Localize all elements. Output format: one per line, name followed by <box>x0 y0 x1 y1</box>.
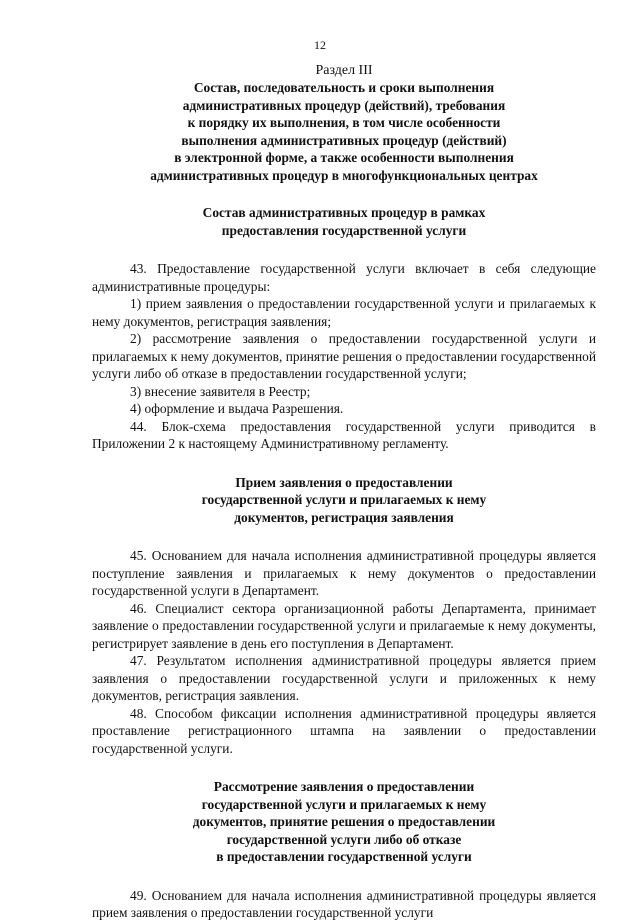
section-title <box>92 79 596 184</box>
subsection-heading-line: Состав административных процедур в рамках <box>202 205 486 220</box>
section-title-line: в электронной форме, а также особенности выполнения <box>174 150 514 165</box>
section-title-line: к порядку их выполнения, в том числе особенности <box>187 115 501 130</box>
section-title-line: выполнения административных процедур (действий) <box>181 132 507 148</box>
paragraph: 45. Основанием для начала исполнения административной процедуры является поступление заявления и прилагаемых к нему документов о предоставлении государственной услуги в Департамент. <box>92 548 596 598</box>
paragraph: 3) внесение заявителя в Реестр; <box>130 383 311 399</box>
paragraph: 46. Специалист сектора организационной работы Департамента, принимает заявление о предоставлении государственной услуги и прилагаемые к нему документы, регистрирует заявление в день его поступления в Департамент. <box>92 600 596 651</box>
subsection-heading-line: государственной услуги либо об отказе <box>226 831 462 847</box>
paragraph: 43. Предоставление государственной услуги включает в себя следующие административные процедуры: <box>92 261 596 294</box>
page-content <box>92 62 596 922</box>
subsection-heading-line: предоставления государственной услуги <box>221 222 467 238</box>
section-title-line: административных процедур в многофункциональных центрах <box>150 167 538 183</box>
page-number: 12 <box>314 38 326 52</box>
paragraph: 44. Блок-схема предоставления государственной услуги приводится в Приложении 2 к настоящему Административному регламенту. <box>92 418 596 451</box>
section-title-line: административных процедур (действий), требования <box>182 97 506 113</box>
paragraph: 2) рассмотрение заявления о предоставлении государственной услуги и прилагаемых к нему документов, принятие решения о предоставлении государственной услуги либо об отказе в предоставлении государственной услуги; <box>92 331 596 381</box>
subsection-heading <box>92 474 596 527</box>
subsection-heading-line: Прием заявления о предоставлении <box>235 474 453 490</box>
paragraph: 47. Результатом исполнения административной процедуры является прием заявления о предоставлении государственной услуги и приложенных к нему документов, регистрация заявления. <box>92 653 596 703</box>
section-title-line: Состав, последовательность и сроки выполнения <box>193 80 495 95</box>
paragraph: 48. Способом фиксации исполнения административной процедуры является проставление регистрационного штампа на заявлении о предоставлении государственной услуги. <box>92 705 596 756</box>
subsection-heading-line: государственной услуги и прилагаемых к нему <box>201 796 487 812</box>
subsection-heading <box>92 204 596 239</box>
subsection-heading-line: государственной услуги и прилагаемых к нему <box>201 492 487 507</box>
subsection-heading-line: Рассмотрение заявления о предоставлении <box>213 779 475 794</box>
subsection-heading-line: в предоставлении государственной услуги <box>216 849 472 864</box>
paragraph: 1) прием заявления о предоставлении государственной услуги и прилагаемых к нему документов, регистрация заявления; <box>92 296 596 329</box>
section-label: Раздел III <box>315 63 373 78</box>
paragraph: 49. Основанием для начала исполнения административной процедуры является прием заявления о предоставлении государственной услуги <box>92 887 596 920</box>
subsection-heading <box>92 778 596 866</box>
subsection-heading-line: документов, регистрация заявления <box>234 509 454 525</box>
subsection-heading-line: документов, принятие решения о предоставлении <box>192 814 496 829</box>
paragraph: 4) оформление и выдача Разрешения. <box>130 401 344 416</box>
